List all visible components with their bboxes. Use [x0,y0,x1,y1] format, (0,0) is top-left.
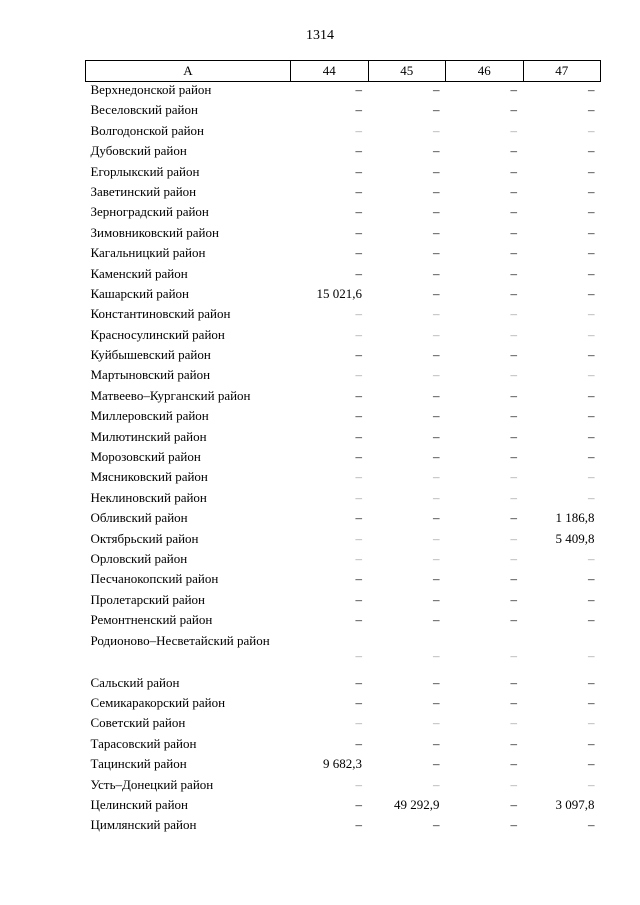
district-name: Советский район [90,715,186,731]
value-cell-44: – [355,550,362,566]
value-cell-47: – [588,163,595,179]
value-cell-45: – [433,183,440,199]
value-cell-46: – [510,183,517,199]
district-name: Зимовниковский район [90,224,219,240]
value-cell-47: – [588,571,595,587]
table-row [86,715,601,735]
table-row [86,695,601,715]
value-cell-46: – [510,449,517,465]
value-cell-44: – [355,265,362,281]
value-cell-47: – [588,612,595,628]
value-cell-44: – [355,163,362,179]
value-cell-44: – [355,306,362,322]
district-name: Песчанокопский район [90,571,219,587]
table-row [86,777,601,797]
district-name: Неклиновский район [90,489,207,505]
value-cell-46: – [510,285,517,301]
value-cell-44: 15 021,6 [316,285,362,301]
value-cell-47: – [588,367,595,383]
district-name: Каменский район [90,265,188,281]
table-row [86,225,601,245]
value-cell-44: – [355,347,362,363]
district-name: Дубовский район [90,143,187,159]
district-name: Тацинский район [90,756,187,772]
value-cell-44: – [355,796,362,812]
value-cell-47: – [588,245,595,261]
value-cell-46: – [510,408,517,424]
value-cell-46: – [510,306,517,322]
value-cell-47: – [588,776,595,792]
value-cell-44: – [355,449,362,465]
district-name: Волгодонской район [90,122,205,138]
district-name: Целинский район [90,796,188,812]
district-name: Семикаракорский район [90,694,226,710]
value-cell-44: – [355,647,362,663]
table-row [86,143,601,163]
value-cell-44: 9 682,3 [323,756,362,772]
value-cell-45: – [433,285,440,301]
value-cell-46: – [510,387,517,403]
district-name: Куйбышевский район [90,347,211,363]
value-cell-44: – [355,102,362,118]
value-cell-47: – [588,183,595,199]
value-cell-45: – [433,550,440,566]
value-cell-47: – [588,550,595,566]
value-cell-47: – [588,82,595,97]
district-name: Мясниковский район [90,469,208,485]
value-cell-45: – [433,265,440,281]
page-number: 1314 [306,28,334,43]
value-cell-47: – [588,122,595,138]
value-cell-44: – [355,82,362,97]
district-name: Милютинский район [90,428,207,444]
value-cell-45: – [433,387,440,403]
value-cell-47: – [588,449,595,465]
value-cell-47: – [588,489,595,505]
value-cell-45: – [433,143,440,159]
value-cell-45: – [433,428,440,444]
table-row [86,797,601,817]
value-cell-45: – [433,326,440,342]
column-header-a: А [86,61,291,82]
value-cell-45: – [433,449,440,465]
value-cell-45: – [433,163,440,179]
value-cell-47: – [588,204,595,220]
value-cell-45: – [433,510,440,526]
table-row [86,306,601,326]
value-cell-46: – [510,571,517,587]
value-cell-44: – [355,694,362,710]
value-cell-44: – [355,387,362,403]
district-name: Заветинский район [90,183,197,199]
value-cell-45: – [433,694,440,710]
value-cell-47: – [588,647,595,663]
value-cell-45: – [433,756,440,772]
value-cell-46: – [510,122,517,138]
table-header-row [86,61,601,82]
value-cell-47: – [588,224,595,240]
table-row [86,245,601,265]
value-cell-47: – [588,591,595,607]
value-cell-45: – [433,408,440,424]
district-name: Родионово–Несветайский район [90,632,270,648]
value-cell-46: – [510,143,517,159]
district-name: Кагальницкий район [90,245,206,261]
table-row [86,551,601,571]
value-cell-44: – [355,715,362,731]
district-name: Обливский район [90,510,188,526]
value-cell-46: – [510,756,517,772]
value-cell-44: – [355,367,362,383]
district-name: Константиновский район [90,306,231,322]
table-row [86,510,601,530]
data-table [85,60,601,838]
value-cell-44: – [355,591,362,607]
value-cell-46: – [510,647,517,663]
value-cell-47: – [588,102,595,118]
value-cell-47: – [588,469,595,485]
value-cell-46: – [510,428,517,444]
table-row [86,347,601,367]
table-body [86,82,601,838]
value-cell-46: – [510,510,517,526]
table-row [86,408,601,428]
value-cell-46: – [510,82,517,97]
value-cell-45: – [433,82,440,97]
district-name: Красносулинский район [90,326,225,342]
district-name: Тарасовский район [90,735,197,751]
value-cell-46: – [510,326,517,342]
district-name: Веселовский район [90,102,198,118]
value-cell-46: – [510,245,517,261]
value-cell-45: – [433,817,440,833]
table-row [86,449,601,469]
table-row [86,82,601,103]
value-cell-47: – [588,265,595,281]
table-row [86,592,601,612]
value-cell-44: – [355,428,362,444]
value-cell-44: – [355,122,362,138]
value-cell-45: – [433,347,440,363]
value-cell-47: 5 409,8 [555,530,595,546]
value-cell-44: – [355,204,362,220]
value-cell-44: – [355,143,362,159]
value-cell-46: – [510,694,517,710]
value-cell-46: – [510,817,517,833]
value-cell-47: – [588,715,595,731]
value-cell-45: – [433,715,440,731]
value-cell-46: – [510,591,517,607]
value-cell-45: – [433,469,440,485]
value-cell-46: – [510,224,517,240]
value-cell-46: – [510,735,517,751]
value-cell-47: 3 097,8 [555,796,595,812]
column-header-44: 44 [291,61,369,82]
table-row [86,164,601,184]
table-row [86,102,601,122]
value-cell-47: – [588,408,595,424]
value-cell-46: – [510,204,517,220]
value-cell-44: – [355,510,362,526]
table-row [86,388,601,408]
value-cell-44: – [355,489,362,505]
value-cell-46: – [510,265,517,281]
value-cell-46: – [510,163,517,179]
district-name: Егорлыкский район [90,163,200,179]
district-name: Верхнедонской район [90,82,212,97]
table-row [86,123,601,143]
value-cell-47: – [588,387,595,403]
value-cell-44: – [355,776,362,792]
value-cell-45: – [433,367,440,383]
value-cell-44: – [355,612,362,628]
value-cell-47: – [588,674,595,690]
value-cell-45: – [433,612,440,628]
district-name: Матвеево–Курганский район [90,387,251,403]
value-cell-45: – [433,591,440,607]
value-cell-45: – [433,674,440,690]
table-row [86,266,601,286]
value-cell-44: – [355,224,362,240]
table-row [86,490,601,510]
table-row [86,204,601,224]
table-row [86,367,601,387]
district-name: Ремонтненский район [90,612,213,628]
value-cell-47: – [588,285,595,301]
district-name: Пролетарский район [90,591,206,607]
table-row [86,675,601,695]
district-name: Усть–Донецкий район [90,776,214,792]
table-row [86,736,601,756]
value-cell-47: – [588,735,595,751]
value-cell-47: 1 186,8 [555,510,595,526]
value-cell-46: – [510,674,517,690]
district-name: Октябрьский район [90,530,199,546]
value-cell-44: – [355,817,362,833]
value-cell-44: – [355,530,362,546]
value-cell-46: – [510,776,517,792]
value-cell-47: – [588,347,595,363]
value-cell-45: – [433,776,440,792]
value-cell-44: – [355,735,362,751]
value-cell-45: – [433,122,440,138]
value-cell-47: – [588,756,595,772]
value-cell-45: – [433,224,440,240]
table-row [86,531,601,551]
table-row [86,633,601,675]
value-cell-46: – [510,796,517,812]
value-cell-45: – [433,647,440,663]
district-name: Морозовский район [90,449,201,465]
table-row [86,429,601,449]
value-cell-44: – [355,469,362,485]
value-cell-44: – [355,674,362,690]
value-cell-44: – [355,408,362,424]
district-name: Кашарский район [90,285,189,301]
value-cell-45: – [433,735,440,751]
value-cell-45: – [433,306,440,322]
value-cell-46: – [510,489,517,505]
value-cell-46: – [510,367,517,383]
value-cell-46: – [510,715,517,731]
table-row [86,327,601,347]
value-cell-45: – [433,102,440,118]
district-name: Орловский район [90,550,188,566]
value-cell-45: – [433,245,440,261]
value-cell-47: – [588,817,595,833]
column-header-46: 46 [446,61,524,82]
value-cell-44: – [355,571,362,587]
value-cell-46: – [510,550,517,566]
district-name: Зерноградский район [90,204,209,220]
table-row [86,184,601,204]
value-cell-45: – [433,530,440,546]
district-name: Мартыновский район [90,367,211,383]
column-header-45: 45 [368,61,446,82]
column-header-47: 47 [523,61,601,82]
value-cell-46: – [510,612,517,628]
table-row [86,469,601,489]
value-cell-44: – [355,183,362,199]
value-cell-46: – [510,347,517,363]
value-cell-44: – [355,326,362,342]
value-cell-44: – [355,245,362,261]
value-cell-47: – [588,428,595,444]
table-row [86,817,601,837]
district-name: Сальский район [90,674,180,690]
value-cell-47: – [588,326,595,342]
value-cell-45: 49 292,9 [394,796,440,812]
table-row [86,756,601,776]
table-row [86,571,601,591]
value-cell-47: – [588,143,595,159]
value-cell-45: – [433,571,440,587]
value-cell-45: – [433,204,440,220]
value-cell-46: – [510,102,517,118]
value-cell-46: – [510,530,517,546]
value-cell-47: – [588,306,595,322]
district-name: Цимлянский район [90,817,197,833]
district-name: Миллеровский район [90,408,209,424]
value-cell-45: – [433,489,440,505]
value-cell-46: – [510,469,517,485]
table-row [86,286,601,306]
table-row [86,612,601,632]
value-cell-47: – [588,694,595,710]
